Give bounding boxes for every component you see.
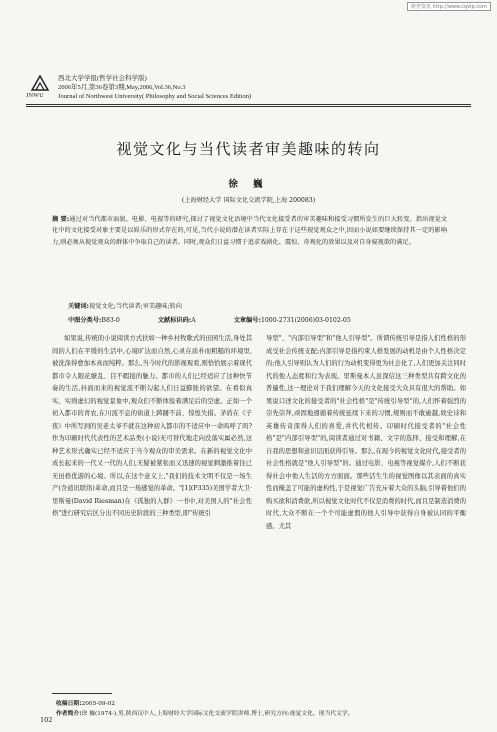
clc-label: 中图分类号: (68, 317, 102, 324)
classification-line (68, 315, 387, 324)
footnote (56, 700, 353, 719)
abstract (52, 214, 447, 248)
received-date: 2005-09-02 (81, 701, 115, 707)
doc-code-value: A (191, 317, 196, 324)
author-info-label: 作者简介: (56, 710, 82, 717)
abstract-text: 通过对当代都市面貌、电影、电视等的研究,探讨了视觉文化语境中当代文化接受者的审美趣味和接受习惯所发生的巨大转变。指出视觉文化中的文化接受对象主要是以娱乐的形式存在的,可见,当代小说的潜在读者实际上存在于这些视觉观众之中,因而小说如要继续保持其一定的影响力,则必须从视觉观众的群体中争取自己的读者。同时,观众们日益习惯于追求戏剧化、震惊、奇观化的效果以及对自身窥视欲的满足。 (52, 216, 447, 246)
keywords-label: 关键词: (68, 303, 90, 310)
received-label: 收稿日期: (56, 701, 82, 707)
article-author: 徐 巍 (228, 179, 269, 190)
author-info: 徐 巍(1974-),男,陕西汉中人,上海财经大学国际文化交流学院讲师,博士,研究方向:视觉文化、现当代文学。 (81, 710, 354, 717)
article-title: 视觉文化与当代读者审美趣味的转向 (116, 140, 381, 158)
journal-name: 西北大学学报(哲学社会科学版) (58, 75, 147, 82)
article-id-value: 1000-2731(2006)03-0102-05 (260, 317, 351, 324)
keywords (68, 301, 182, 310)
article-id-label: 文章编号: (233, 317, 261, 324)
abstract-label: 摘 要: (52, 216, 70, 223)
header-rule (26, 104, 471, 105)
journal-logo-text: JNWU (26, 93, 44, 99)
journal-english-name: Journal of Northwest University( Philosophy and Social Sciences Edition) (58, 93, 252, 100)
clc-value: B83-0 (101, 317, 120, 324)
journal-logo-icon (30, 74, 50, 92)
page-number: 102 (40, 716, 53, 724)
journal-header (58, 74, 251, 101)
keywords-text: 视觉文化;当代读者;审美趣味;转向 (89, 303, 182, 310)
footnote-rule (52, 693, 112, 694)
body-column-left: 如果说,传统的小说阅读方式扶如一种乡村牧歌式的田园生活,身处其间的人们在平缓的生活中,心境旷达而自然,心灵在质朴而粗糙的环境里,被洗涤得愈加本真而纯粹。那么,当今时代的影视观看,则恰恰展示着现代都市令人眼花缭乱、目不暇接的魅力。都市的人们已经适应了这种快节奏的生活,抖面而来的视觉流不断勾起人们日益膨胀的欲望。在看似真实、实则虚幻的视觉景象中,观众们不断体验着满足后的空虚。正如一个初入都市的青农,在川流不息的街道上踌躇不前、惊惶失措。茅盾在《子夜》中所写到的吴老太爷不就在这种初入都市的不适应中一命呜呼了吗?作为印刷时代代表性的艺术品类(小说)无可替代地走向没落实属必然,这种艺术形式确实已经不适应于当今观众的审美需求。在新的视觉文化中成长起来的一代又一代的人们,无疑被紧张而又迅速的视觉刺激推着往已无田格优游的心境。所以,在这个意义上,"我们的技术文明不仅是一场生产(含道讯联络)革命,而且是一场感觉的革命。"[1](P335)美国学者大卫·里斯曼(David Riesman)在《孤独的人群》一书中,对美国人的"社会性格"进行研究后区分出不同历史阶段的三种类型,即"传统引 (52, 335, 252, 517)
author-affiliation: (上海财经大学 国际文化交流学院,上海 200083) (181, 197, 316, 204)
doc-code-label: 文献标识码: (157, 317, 192, 324)
watermark: 维普资讯 http://www.cqvip.com (407, 2, 491, 11)
body-column-right: 导型"、"内部引导型"和"他人引导型"。所谓传统引导是指人们性格的形成受社会传统支配;内部引导是指约束人格发展的动机是由个人性格决定的;他人引导则认为人们的行为动机变得更为社会化了,人们更加关注同时代的他人态度和行为表现。里斯曼本人虽深信这三种类型共有跨文化的普遍性,这一理论对于我们理解今天的文化接受大众具有很大的帮助。如果说口述文化的接受者的"社会性格"是"传统引导型"的,人们怀着强烈的崇先崇拜,顽固地遵循着传统延续下来的习惯,规则而不敢逾越,故史诗和英雄传奇深得人们的喜爱,并代代相传。印刷时代接受者的"社会性格"是"内部引导型"的,阅读者通过对书籍、文字的选择、接受和理解,在自我的思想和意识层面获得引导。那么,在现今的视觉文化时代,接受者的社会性格就是"他人引导型"的。通过电影、电视等视觉媒介,人们不断获得社会中他人生活的方方面面。那些活生生的视觉图像以其表面的真实性而掩盖了可能的虚构性,于是视觉广告充斥着大众的头脑,引导着他们的购买欲和消费欲,所以视觉文化时代不仅是消费的时代,而且是制造消费的时代,大众不断在一个个可能虚假的他人引导中获得自身被认同的平衡感。尤其 (266, 335, 466, 530)
journal-issue: 2006年5月,第36卷第3期,May,2006,Vol.36,No.3 (58, 84, 186, 91)
header-rule-thin (26, 106, 471, 107)
